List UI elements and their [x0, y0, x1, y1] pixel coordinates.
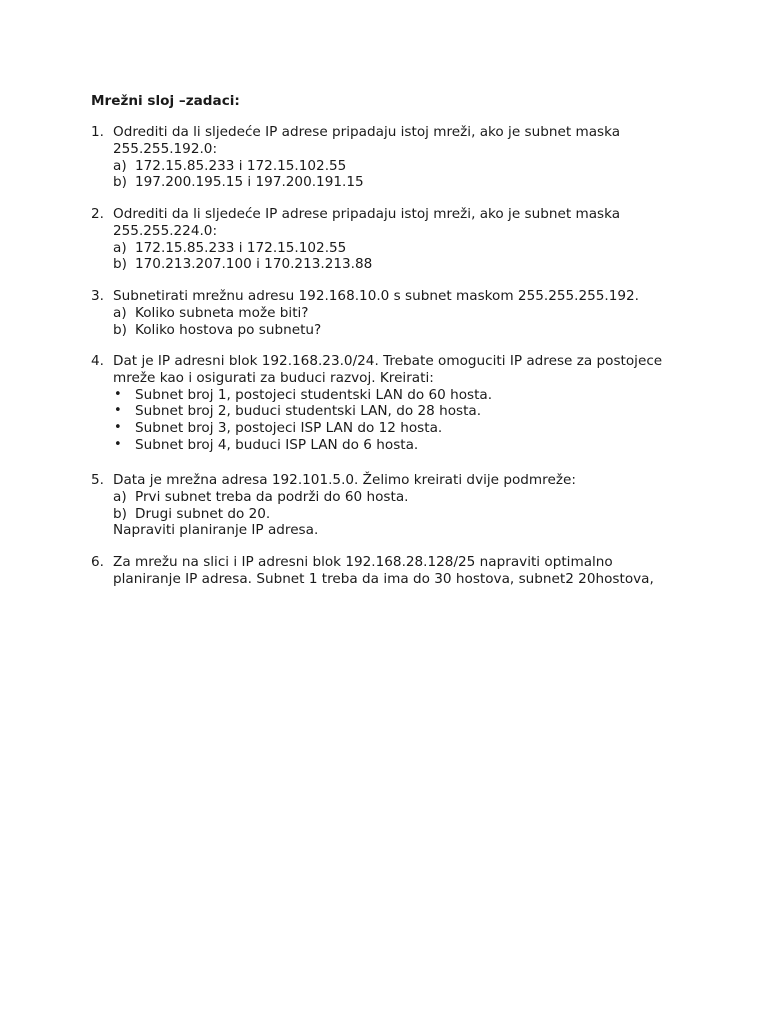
- subitem-text: 172.15.85.233 i 172.15.102.55: [135, 239, 347, 256]
- task-subitem: [113, 506, 691, 523]
- task-text-line: 255.255.192.0:: [113, 140, 218, 157]
- task-subitem: [113, 256, 691, 273]
- subitem-marker: a): [113, 239, 127, 256]
- task-subitem: [113, 322, 691, 339]
- bullet-icon: •: [114, 420, 122, 436]
- task-text-line: Napraviti planiranje IP adresa.: [113, 522, 319, 539]
- bullet-text: Subnet broj 4, buduci ISP LAN do 6 hosta.: [135, 436, 419, 453]
- task-text-line: Odrediti da li sljedeće IP adrese pripadaju istoj mreži, ako je subnet maska: [113, 124, 621, 140]
- subitem-text: Koliko hostova po subnetu?: [135, 321, 322, 338]
- task-4: [91, 353, 691, 454]
- task-text-line: Subnetirati mrežnu adresu 192.168.10.0 s subnet maskom 255.255.255.192.: [113, 288, 639, 304]
- bullet-text: Subnet broj 1, postojeci studentski LAN do 60 hosta.: [135, 386, 493, 403]
- task-subitem: [113, 174, 691, 191]
- bullet-text: Subnet broj 3, postojeci ISP LAN do 12 hosta.: [135, 420, 443, 437]
- task-2: [91, 206, 691, 273]
- task-text-line: Za mrežu na slici i IP adresni blok 192.168.28.128/25 napraviti optimalno: [113, 554, 613, 570]
- subitem-text: 197.200.195.15 i 197.200.191.15: [135, 174, 364, 191]
- subitem-text: Drugi subnet do 20.: [135, 505, 271, 522]
- task-text-line: planiranje IP adresa. Subnet 1 treba da ima do 30 hostova, subnet2 20hostova,: [113, 570, 654, 587]
- task-body: [113, 472, 691, 539]
- task-5: [91, 472, 691, 539]
- task-bullet-item: [113, 403, 691, 420]
- task-subitem: [113, 489, 691, 506]
- task-subitem: [113, 240, 691, 257]
- task-text-line: Dat je IP adresni blok 192.168.23.0/24. Trebate omoguciti IP adrese za postojece: [113, 353, 663, 369]
- subitem-marker: a): [113, 304, 127, 321]
- subitem-marker: b): [113, 505, 127, 522]
- task-subitem: [113, 158, 691, 175]
- task-number: 2.: [91, 206, 104, 222]
- subitem-text: Prvi subnet treba da podrži do 60 hosta.: [135, 488, 409, 505]
- task-number: 3.: [91, 288, 104, 304]
- subitem-marker: b): [113, 321, 127, 338]
- subitem-marker: b): [113, 256, 127, 273]
- bullet-icon: •: [114, 386, 122, 402]
- task-body: [113, 124, 691, 191]
- task-text-line: mreže kao i osigurati za buduci razvoj. Kreirati:: [113, 369, 434, 386]
- task-body: [113, 554, 691, 588]
- task-text-line: 255.255.224.0:: [113, 222, 218, 239]
- task-body: [113, 353, 691, 454]
- task-1: [91, 124, 691, 191]
- subitem-marker: a): [113, 488, 127, 505]
- task-6: [91, 554, 691, 588]
- task-number: 1.: [91, 124, 104, 140]
- task-subitem: [113, 305, 691, 322]
- bullet-icon: •: [114, 436, 122, 452]
- task-body: [113, 206, 691, 273]
- document-title: Mrežni sloj –zadaci:: [91, 93, 240, 109]
- task-number: 4.: [91, 353, 104, 369]
- bullet-text: Subnet broj 2, buduci studentski LAN, do 28 hosta.: [135, 403, 482, 420]
- task-text-line: Data je mrežna adresa 192.101.5.0. Želimo kreirati dvije podmreže:: [113, 472, 576, 488]
- task-bullet-item: [113, 387, 691, 404]
- task-text-line: Odrediti da li sljedeće IP adrese pripadaju istoj mreži, ako je subnet maska: [113, 206, 621, 222]
- subitem-text: 170.213.207.100 i 170.213.213.88: [135, 256, 373, 273]
- subitem-marker: b): [113, 174, 127, 191]
- task-number: 5.: [91, 472, 104, 488]
- task-bullet-item: [113, 420, 691, 437]
- task-bullet-item: [113, 437, 691, 454]
- subitem-text: 172.15.85.233 i 172.15.102.55: [135, 157, 347, 174]
- subitem-text: Koliko subneta može biti?: [135, 304, 309, 321]
- task-3: [91, 288, 691, 338]
- task-number: 6.: [91, 554, 104, 570]
- bullet-icon: •: [114, 403, 122, 419]
- subitem-marker: a): [113, 157, 127, 174]
- task-body: [113, 288, 691, 338]
